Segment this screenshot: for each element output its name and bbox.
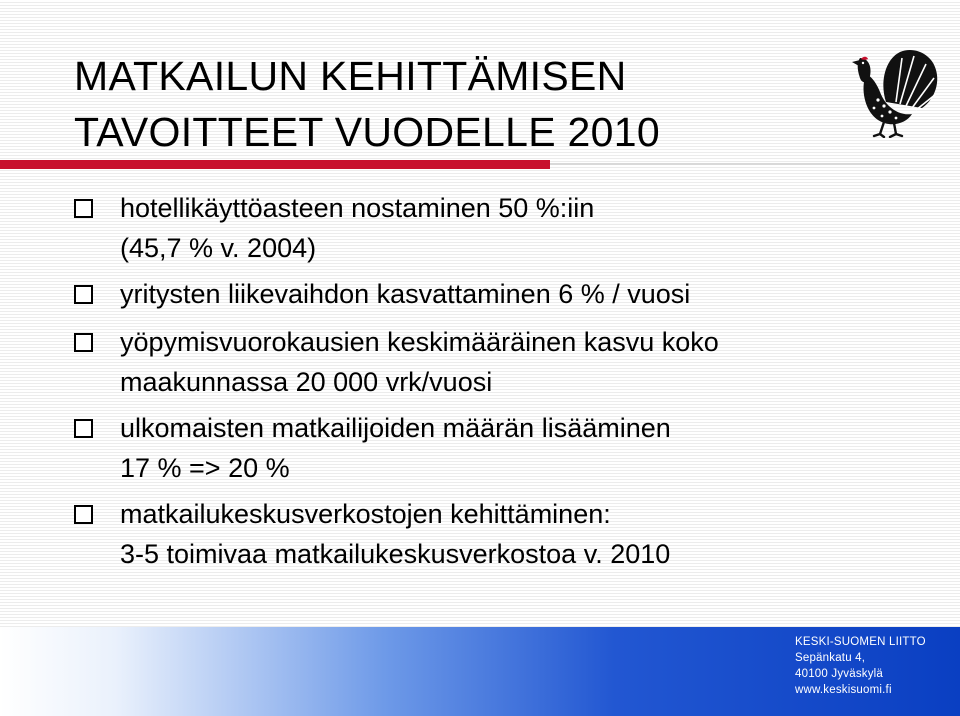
bullet-list [74, 184, 934, 576]
bullet-text-continued: maakunnassa 20 000 vrk/vuosi [120, 367, 493, 397]
list-item [74, 404, 934, 490]
title-underline [0, 160, 550, 169]
bullet-text: hotellikäyttöasteen nostaminen 50 %:iin [120, 193, 595, 223]
square-bullet-icon [74, 285, 93, 304]
square-bullet-icon [74, 199, 93, 218]
list-item [74, 270, 934, 318]
bullet-text-continued: (45,7 % v. 2004) [120, 233, 317, 263]
square-bullet-icon [74, 419, 93, 438]
bullet-text-continued: 3-5 toimivaa matkailukeskusverkostoa v. 2010 [120, 539, 671, 569]
bullet-text-continued: 17 % => 20 % [120, 453, 290, 483]
footer-street: Sepänkatu 4, [795, 652, 866, 664]
list-item [74, 318, 934, 404]
bullet-text: yritysten liikevaihdon kasvattaminen 6 % / vuosi [120, 279, 691, 309]
footer-city: 40100 Jyväskylä [795, 668, 884, 680]
footer-org: KESKI-SUOMEN LIITTO [795, 636, 926, 648]
title-rule [550, 163, 900, 165]
footer-address [795, 634, 926, 698]
capercaillie-logo-icon [850, 44, 940, 138]
title-line-2: TAVOITTEET VUODELLE 2010 [74, 109, 660, 155]
square-bullet-icon [74, 505, 93, 524]
bullet-text: matkailukeskusverkostojen kehittäminen: [120, 499, 611, 529]
footer-website-link[interactable]: www.keskisuomi.fi [795, 684, 892, 696]
title-line-1: MATKAILUN KEHITTÄMISEN [74, 53, 627, 99]
bullet-text: yöpymisvuorokausien keskimääräinen kasvu koko [120, 327, 719, 357]
page-title [74, 48, 660, 160]
list-item [74, 490, 934, 576]
square-bullet-icon [74, 333, 93, 352]
list-item [74, 184, 934, 270]
bullet-text: ulkomaisten matkailijoiden määrän lisääminen [120, 413, 671, 443]
